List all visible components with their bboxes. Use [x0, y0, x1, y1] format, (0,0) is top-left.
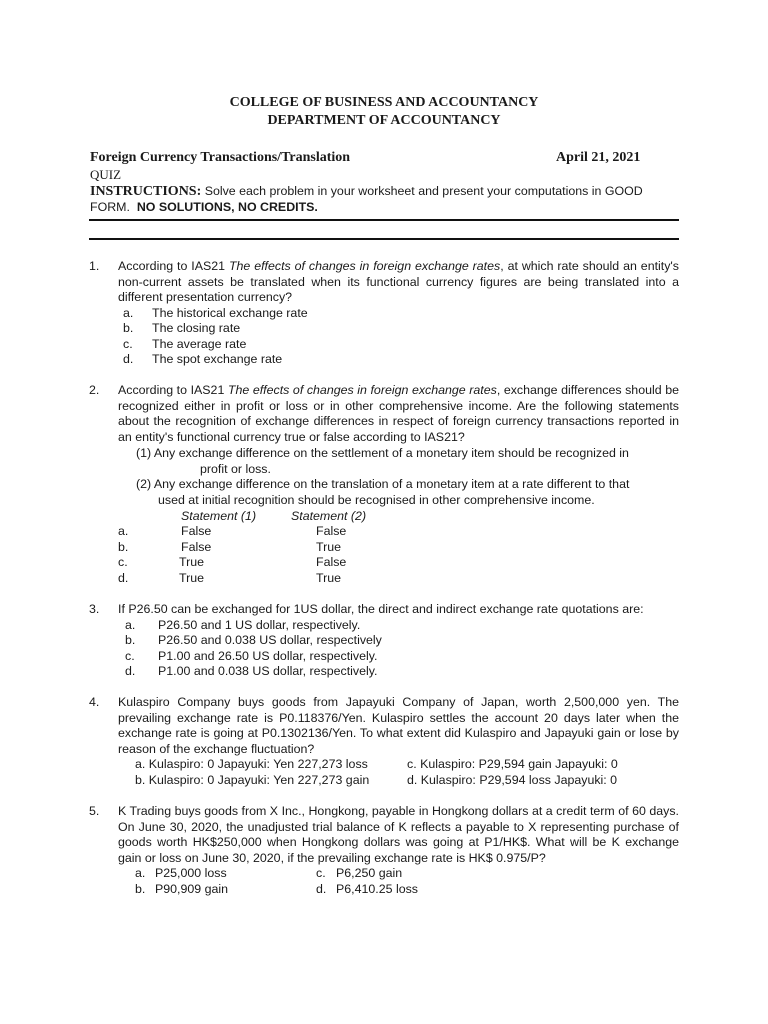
option-letter: b.	[123, 321, 134, 335]
option-text: P26.50 and 1 US dollar, respectively.	[158, 618, 361, 632]
quiz-topic: Foreign Currency Transactions/Translation	[90, 150, 351, 165]
option-letter: b.	[135, 882, 146, 896]
quiz-type: QUIZ	[90, 167, 122, 182]
college-title: COLLEGE OF BUSINESS AND ACCOUNTANCY	[229, 95, 539, 110]
option-letter: c.	[123, 337, 133, 351]
option-text: d. Kulaspiro: P29,594 loss Japayuki: 0	[407, 773, 618, 787]
option-s2: False	[316, 555, 347, 569]
option-letter: d.	[125, 664, 136, 678]
option-letter: d.	[118, 571, 129, 585]
option-text: b. Kulaspiro: 0 Japayuki: Yen 227,273 gain	[135, 773, 370, 787]
divider-top	[89, 219, 679, 221]
option-text: P6,250 gain	[336, 866, 403, 880]
option-text: P25,000 loss	[155, 866, 227, 880]
option-text: The closing rate	[152, 321, 241, 335]
question-text: According to IAS21 The effects of changes in foreign exchange rates, exchange differences should be recognized either in profit or loss or in other comprehensive income. Are the following statements about the recognition of exchange differences in respect of foreign currency transactions reported in an entity's functional currency true or false according to IAS21?	[118, 383, 679, 444]
statement-1-line-2: profit or loss.	[200, 462, 271, 476]
option-s1: True	[179, 571, 205, 585]
option-text: c. Kulaspiro: P29,594 gain Japayuki: 0	[407, 757, 618, 771]
option-s2: True	[316, 571, 342, 585]
question-text: If P26.50 can be exchanged for 1US dollar, the direct and indirect exchange rate quotations are:	[118, 602, 644, 616]
option-letter: c.	[125, 649, 135, 663]
option-s2: False	[316, 524, 347, 538]
question-number: 2.	[89, 383, 100, 397]
option-letter: c.	[316, 866, 326, 880]
option-text: P1.00 and 26.50 US dollar, respectively.	[158, 649, 378, 663]
statement-1-header: Statement (1)	[181, 509, 257, 523]
option-letter: a.	[125, 618, 136, 632]
option-letter: b.	[125, 633, 136, 647]
option-letter: c.	[118, 555, 128, 569]
option-text: P1.00 and 0.038 US dollar, respectively.	[158, 664, 378, 678]
instructions	[90, 184, 680, 215]
instructions-emphasis: NO SOLUTIONS, NO CREDITS.	[136, 199, 318, 214]
option-text: a. Kulaspiro: 0 Japayuki: Yen 227,273 loss	[135, 757, 368, 771]
option-letter: a.	[123, 306, 134, 320]
option-s1: True	[179, 555, 205, 569]
instructions-label: INSTRUCTIONS:	[90, 184, 202, 199]
option-letter: b.	[118, 540, 129, 554]
question-text: According to IAS21 The effects of changes in foreign exchange rates, at which rate should an entity's non-current assets be translated when its functional currency figures are being translated into a different presentation currency?	[118, 259, 679, 304]
option-text: The historical exchange rate	[152, 306, 308, 320]
option-letter: a.	[118, 524, 129, 538]
option-letter: d.	[316, 882, 327, 896]
option-text: P26.50 and 0.038 US dollar, respectively	[158, 633, 382, 647]
question-number: 5.	[89, 804, 100, 818]
statement-1-line-1: (1) Any exchange difference on the settlement of a monetary item should be recognized in	[136, 446, 629, 460]
question-text: Kulaspiro Company buys goods from Japayuki Company of Japan, worth 2,500,000 yen. The prevailing exchange rate is P0.118376/Yen. Kulaspiro settles the account 20 days later when the exchange rate is going at P0.1302136/Yen. To what extent did Kulaspiro and Japayuki gain or lose by reason of the exchange fluctuation?	[118, 695, 679, 756]
statement-2-line-2: used at initial recognition should be recognised in other comprehensive income.	[158, 493, 595, 507]
option-s1: False	[181, 524, 212, 538]
quiz-date: April 21, 2021	[556, 150, 641, 165]
option-s1: False	[181, 540, 212, 554]
divider-bottom	[89, 238, 679, 240]
option-text: P90,909 gain	[155, 882, 229, 896]
question-text: K Trading buys goods from X Inc., Hongkong, payable in Hongkong dollars at a credit term of 60 days. On June 30, 2020, the unadjusted trial balance of K reflects a payable to X representing purchase of goods worth HK$250,000 when Hongkong dollars was going at P1/HK$. What will be K exchange gain or loss on June 30, 2020, if the prevailing exchange rate is HK$ 0.975/P?	[118, 804, 679, 865]
statement-2-header: Statement (2)	[291, 509, 367, 523]
question-number: 1.	[89, 259, 100, 273]
option-text: The average rate	[152, 337, 247, 351]
option-letter: d.	[123, 352, 134, 366]
statement-2-line-1: (2) Any exchange difference on the translation of a monetary item at a rate different to that	[136, 477, 630, 491]
option-s2: True	[316, 540, 342, 554]
question-5	[89, 804, 679, 866]
question-4	[89, 695, 679, 757]
question-number: 3.	[89, 602, 100, 616]
option-letter: a.	[135, 866, 146, 880]
option-text: The spot exchange rate	[152, 352, 283, 366]
option-text: P6,410.25 loss	[336, 882, 418, 896]
question-number: 4.	[89, 695, 100, 709]
question-3	[89, 602, 679, 618]
instructions-text: Solve each problem in your worksheet and present your computations in GOOD FORM.	[90, 184, 643, 214]
department-title: DEPARTMENT OF ACCOUNTANCY	[267, 113, 501, 128]
question-2	[89, 383, 679, 453]
